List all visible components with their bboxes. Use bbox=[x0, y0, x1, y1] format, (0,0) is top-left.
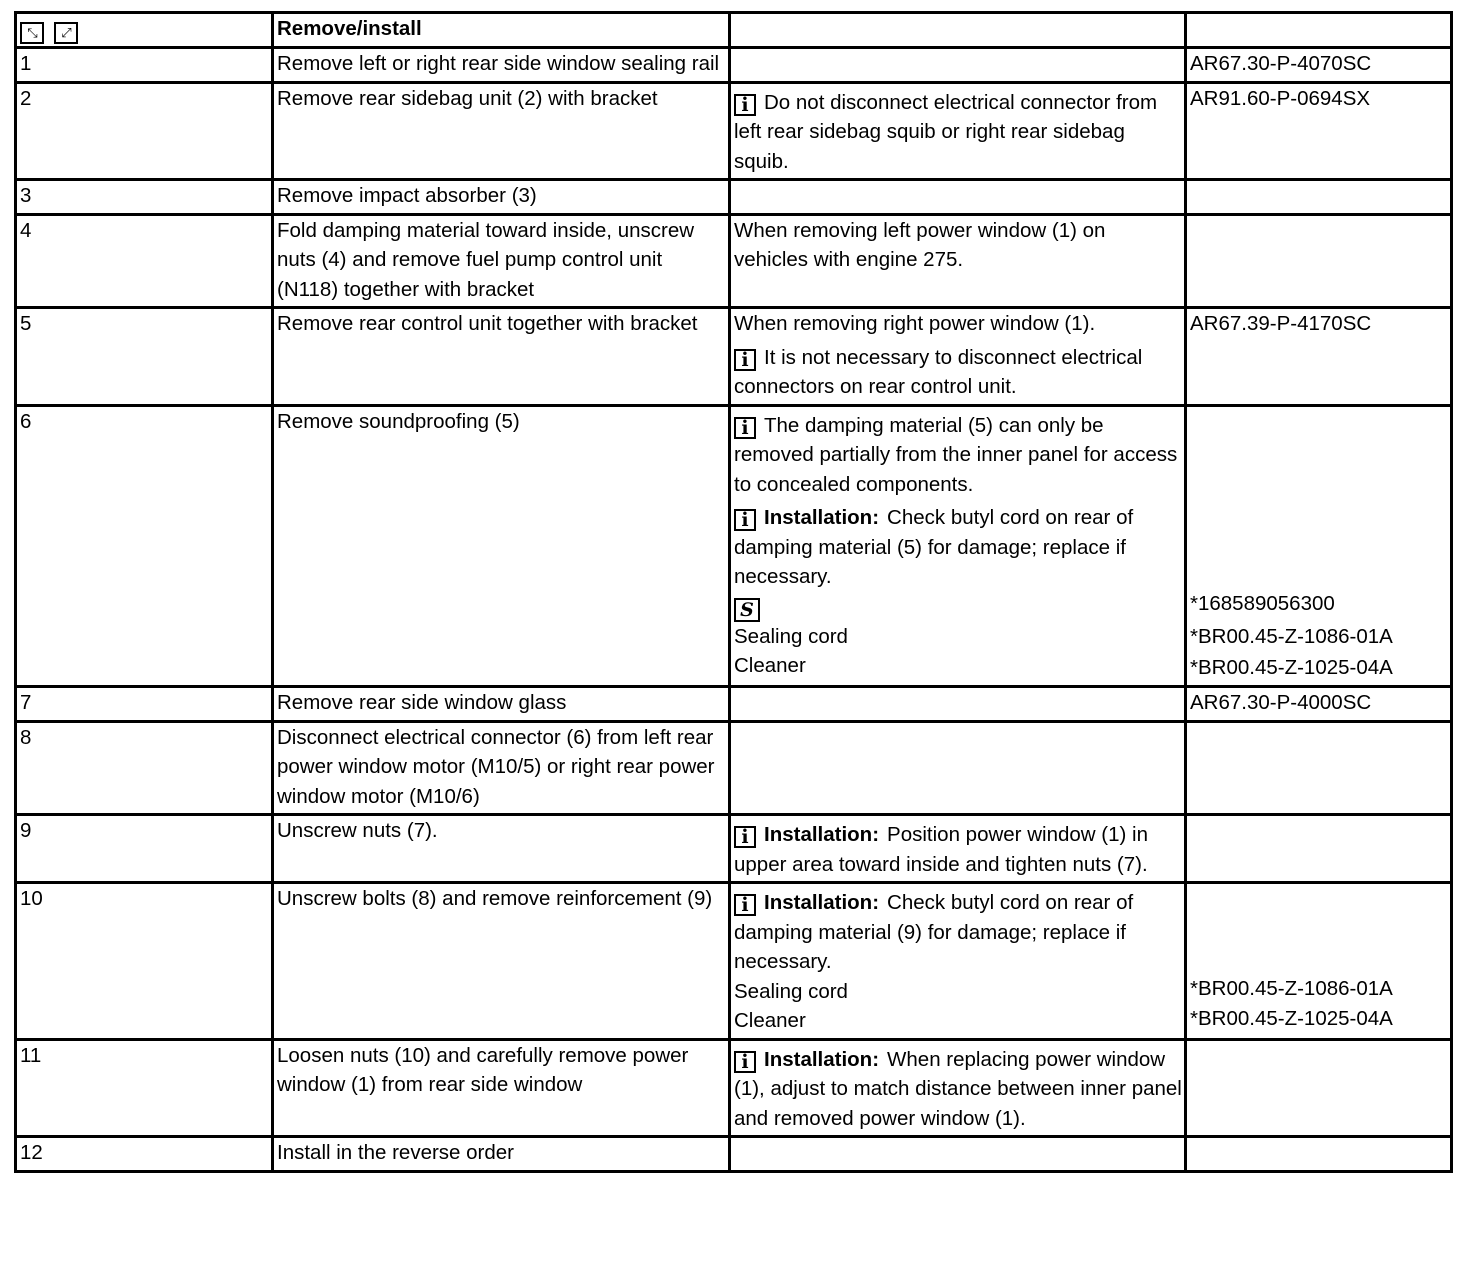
reference-link[interactable]: *BR00.45-Z-1025-04A bbox=[1190, 1006, 1393, 1030]
table-row bbox=[16, 1039, 1452, 1137]
step-notes bbox=[730, 1039, 1186, 1137]
info-icon: i bbox=[734, 349, 756, 371]
step-description: Remove rear side window glass bbox=[273, 687, 730, 722]
special-tool-icon: S bbox=[734, 598, 760, 622]
reference-link[interactable]: *168589056300 bbox=[1190, 591, 1335, 615]
note-line bbox=[734, 1006, 1182, 1036]
step-references bbox=[1186, 1039, 1452, 1137]
step-description: Install in the reverse order bbox=[273, 1137, 730, 1172]
note-text: It is not necessary to disconnect electrical connectors on rear control unit. bbox=[734, 345, 1143, 398]
step-number: 5 bbox=[16, 308, 273, 406]
step-number: 3 bbox=[16, 180, 273, 215]
header-empty-refs bbox=[1186, 13, 1452, 48]
step-number: 4 bbox=[16, 214, 273, 308]
step-description: Loosen nuts (10) and carefully remove power window (1) from rear side window bbox=[273, 1039, 730, 1137]
step-notes bbox=[730, 1137, 1186, 1172]
step-number: 6 bbox=[16, 405, 273, 687]
step-number: 9 bbox=[16, 815, 273, 883]
step-number: 12 bbox=[16, 1137, 273, 1172]
table-row bbox=[16, 405, 1452, 687]
step-references bbox=[1186, 721, 1452, 815]
step-references bbox=[1186, 815, 1452, 883]
table-header-row bbox=[16, 13, 1452, 48]
table-row bbox=[16, 180, 1452, 215]
table-row bbox=[16, 721, 1452, 815]
reference-link[interactable]: AR67.30-P-4000SC bbox=[1190, 691, 1372, 714]
note-text: Position power window (1) in upper area toward inside and tighten nuts (7). bbox=[734, 823, 1148, 876]
step-references bbox=[1186, 883, 1452, 1040]
note-text: Sealing cord bbox=[734, 979, 848, 1003]
step-description: Remove impact absorber (3) bbox=[273, 180, 730, 215]
table-row bbox=[16, 82, 1452, 180]
step-notes bbox=[730, 48, 1186, 83]
installation-label: Installation: bbox=[764, 506, 880, 529]
step-notes bbox=[730, 721, 1186, 815]
reference-link[interactable]: AR67.30-P-4070SC bbox=[1190, 52, 1372, 75]
step-description: Fold damping material toward inside, unscrew nuts (4) and remove fuel pump control unit (N118) together with bracket bbox=[273, 214, 730, 308]
installation-label: Installation: bbox=[764, 891, 880, 914]
reference-link[interactable]: *BR00.45-Z-1086-01A bbox=[1190, 625, 1393, 648]
table-row bbox=[16, 308, 1452, 406]
step-description: Remove left or right rear side window sealing rail bbox=[273, 48, 730, 83]
installation-label: Installation: bbox=[764, 1047, 880, 1071]
info-icon: i bbox=[734, 894, 756, 916]
step-notes bbox=[730, 687, 1186, 722]
note-text: The damping material (5) can only be removed partially from the inner panel for access to concealed components. bbox=[734, 413, 1178, 496]
step-notes bbox=[730, 308, 1186, 406]
reference-link[interactable]: *BR00.45-Z-1086-01A bbox=[1190, 977, 1393, 1000]
note-line bbox=[734, 309, 1182, 339]
table-row bbox=[16, 883, 1452, 1040]
step-references bbox=[1186, 308, 1452, 406]
header-icons-cell bbox=[16, 13, 273, 48]
table-row bbox=[16, 48, 1452, 83]
ref-spacer bbox=[1190, 884, 1448, 974]
note-line bbox=[734, 407, 1182, 500]
expand-icon[interactable]: ⤡ bbox=[20, 22, 44, 44]
note-text: Cleaner bbox=[734, 654, 806, 677]
step-number: 8 bbox=[16, 721, 273, 815]
step-number: 10 bbox=[16, 883, 273, 1040]
note-line bbox=[734, 622, 1182, 652]
step-description: Remove rear control unit together with bracket bbox=[273, 308, 730, 406]
step-references bbox=[1186, 405, 1452, 687]
note-text: Cleaner bbox=[734, 1009, 806, 1032]
note-line bbox=[734, 499, 1182, 592]
step-references bbox=[1186, 1137, 1452, 1172]
table-row bbox=[16, 214, 1452, 308]
step-notes bbox=[730, 180, 1186, 215]
note-line bbox=[734, 816, 1182, 879]
step-number: 11 bbox=[16, 1039, 273, 1137]
note-text: When removing right power window (1). bbox=[734, 312, 1096, 335]
step-notes bbox=[730, 883, 1186, 1040]
step-references bbox=[1186, 180, 1452, 215]
step-description: Unscrew nuts (7). bbox=[273, 815, 730, 883]
note-line bbox=[734, 339, 1182, 402]
note-line bbox=[734, 592, 1182, 622]
note-line bbox=[734, 651, 1182, 681]
info-icon: i bbox=[734, 509, 756, 531]
table-row bbox=[16, 1137, 1452, 1172]
note-text: Check butyl cord on rear of damping material (9) for damage; replace if necessary. bbox=[734, 891, 1134, 973]
step-description: Remove rear sidebag unit (2) with bracket bbox=[273, 82, 730, 180]
table-row bbox=[16, 687, 1452, 722]
reference-link[interactable]: *BR00.45-Z-1025-04A bbox=[1190, 655, 1393, 679]
note-line bbox=[734, 884, 1182, 977]
note-text: When replacing power window (1), adjust to match distance between inner panel and removed power window (1). bbox=[734, 1047, 1182, 1130]
step-description: Remove soundproofing (5) bbox=[273, 405, 730, 687]
reference-link[interactable]: AR91.60-P-0694SX bbox=[1190, 86, 1371, 110]
note-line bbox=[734, 216, 1182, 275]
installation-label: Installation: bbox=[764, 823, 880, 846]
note-text: Check butyl cord on rear of damping material (5) for damage; replace if necessary. bbox=[734, 506, 1134, 588]
step-description: Unscrew bolts (8) and remove reinforcement (9) bbox=[273, 883, 730, 1040]
info-icon: i bbox=[734, 826, 756, 848]
step-references bbox=[1186, 687, 1452, 722]
note-line bbox=[734, 1041, 1182, 1134]
note-line bbox=[734, 84, 1182, 177]
note-text: Sealing cord bbox=[734, 624, 848, 648]
step-description: Disconnect electrical connector (6) from left rear power window motor (M10/5) or right rear power window motor (M10/6) bbox=[273, 721, 730, 815]
note-text: When removing left power window (1) on vehicles with engine 275. bbox=[734, 218, 1106, 271]
procedure-table bbox=[14, 11, 1453, 1173]
note-line bbox=[734, 977, 1182, 1007]
info-icon: i bbox=[734, 1051, 756, 1073]
header-empty-notes bbox=[730, 13, 1186, 48]
step-number: 7 bbox=[16, 687, 273, 722]
step-references bbox=[1186, 82, 1452, 180]
info-icon: i bbox=[734, 417, 756, 439]
step-notes bbox=[730, 815, 1186, 883]
step-references bbox=[1186, 214, 1452, 308]
table-row bbox=[16, 815, 1452, 883]
step-notes bbox=[730, 214, 1186, 308]
step-number: 2 bbox=[16, 82, 273, 180]
reference-link[interactable]: AR67.39-P-4170SC bbox=[1190, 312, 1372, 335]
step-notes bbox=[730, 405, 1186, 687]
step-notes bbox=[730, 82, 1186, 180]
ref-spacer bbox=[1190, 407, 1448, 589]
collapse-icon[interactable]: ⤢ bbox=[54, 22, 78, 44]
header-title: Remove/install bbox=[273, 13, 730, 48]
step-number: 1 bbox=[16, 48, 273, 83]
step-references bbox=[1186, 48, 1452, 83]
note-text: Do not disconnect electrical connector from left rear sidebag squib or right rear sidebag squib. bbox=[734, 90, 1158, 173]
info-icon: i bbox=[734, 94, 756, 116]
